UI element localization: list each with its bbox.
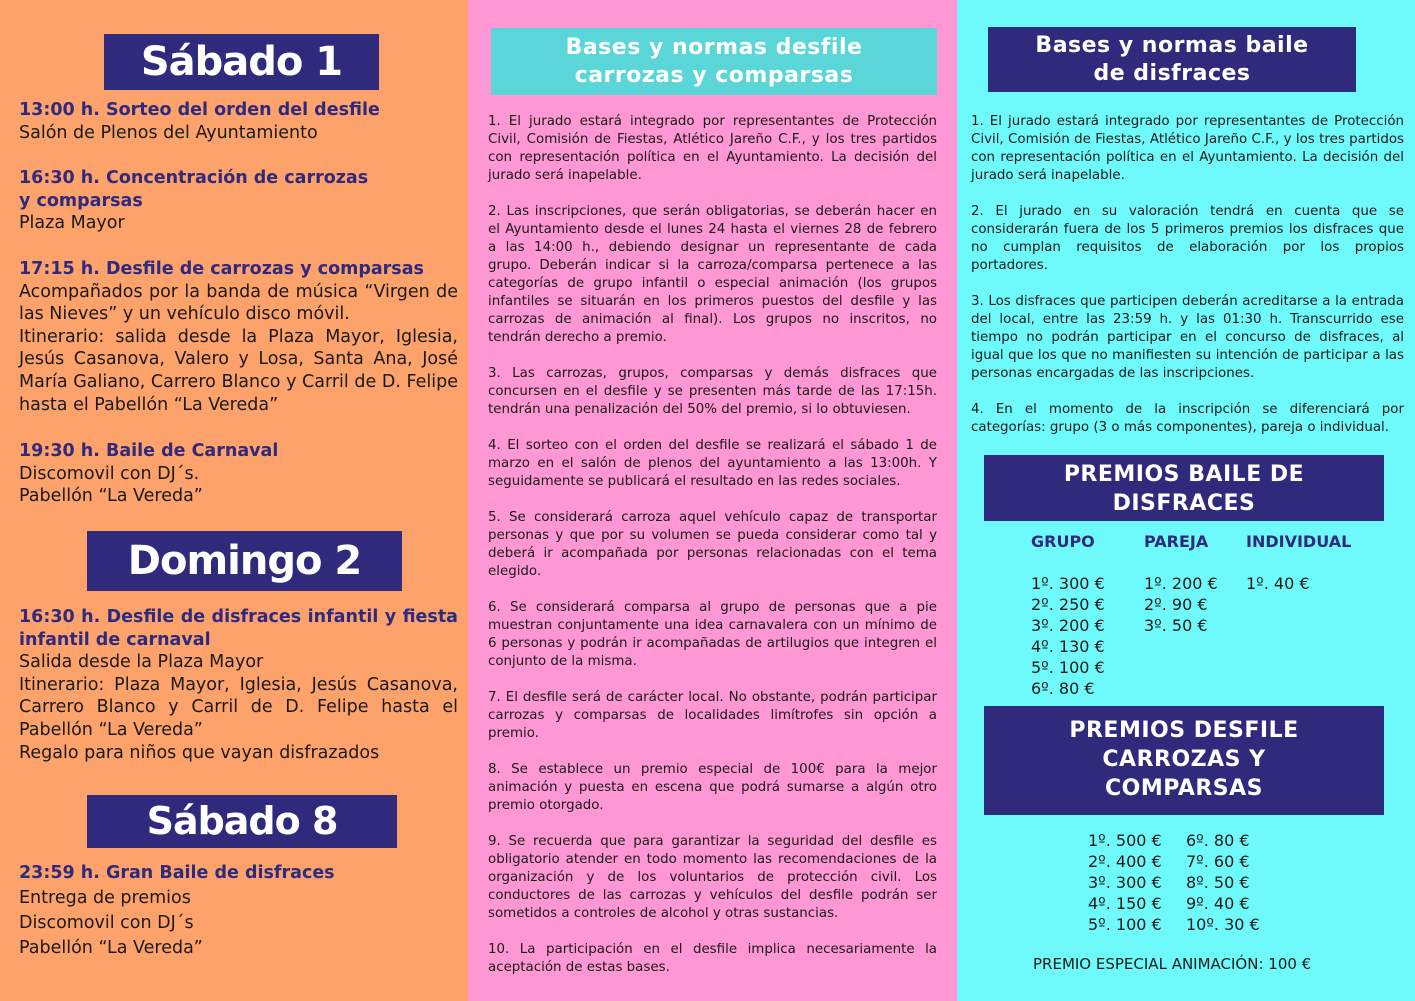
event-itinerary: Itinerario: Plaza Mayor, Iglesia, Jesús Casanova, Carrero Blanco y Carril de D. Felipe hasta el Pabellón “La Vereda” xyxy=(19,674,458,740)
prize-entry: 1º. 200 € xyxy=(1144,574,1218,593)
parade-rules-column xyxy=(468,0,957,1001)
prize-entry: 4º. 150 € xyxy=(1088,894,1162,913)
prize-entry: 6º. 80 € xyxy=(1031,679,1095,698)
program-column xyxy=(0,0,468,1001)
prize-entry: 3º. 200 € xyxy=(1031,616,1105,635)
day-heading-text: Domingo 2 xyxy=(127,538,362,584)
title-line: Bases y normas desfile xyxy=(565,35,863,60)
event-time: 13:00 h. Sorteo del orden del desfile xyxy=(19,100,380,120)
title-line: PREMIOS DESFILE xyxy=(1069,718,1299,743)
prize-entry: 3º. 50 € xyxy=(1144,616,1208,635)
day-heading-sabado-1 xyxy=(104,34,379,90)
costume-rules-title xyxy=(988,27,1356,92)
event-description: Discomovil con DJ´s. xyxy=(19,463,200,484)
title-line: PREMIOS BAILE DE xyxy=(1063,462,1305,487)
event-description: Plaza Mayor xyxy=(19,213,125,234)
event-note: Regalo para niños que vayan disfrazados xyxy=(19,742,380,763)
prize-entry: 10º. 30 € xyxy=(1186,915,1260,934)
costume-prizes-title xyxy=(984,455,1384,521)
event-description: Salida desde la Plaza Mayor xyxy=(19,652,264,673)
parade-prizes-title xyxy=(984,706,1384,815)
title-line: Bases y normas baile xyxy=(1035,33,1309,58)
prize-list-individual xyxy=(1246,573,1310,594)
costume-rules-list xyxy=(971,113,1404,455)
rule-item: 10. La participación en el desfile implica necesariamente la aceptación de estas bases. xyxy=(488,942,937,975)
event-description: Entrega de premios xyxy=(19,888,191,908)
event-time: 16:30 h. Desfile de disfraces infantil y fiesta infantil de carnaval xyxy=(19,607,458,650)
rule-item: 2. El jurado en su valoración tendrá en cuenta que se considerarán fuera de los 5 primeros premios los disfraces que no cumplan requisitos de elaboración por los propios portadores. xyxy=(971,204,1404,273)
prize-entry: 2º. 400 € xyxy=(1088,852,1162,871)
rule-item: 1. El jurado estará integrado por representantes de Protección Civil, Comisión de Fiestas, Atlético Jareño C.F., y los tres partidos con representación política en el Ayuntamiento. La decisión del jurado será inapelable. xyxy=(971,114,1404,183)
title-line: CARROZAS Y xyxy=(1102,747,1266,772)
event-time: 17:15 h. Desfile de carrozas y comparsas xyxy=(19,259,424,279)
prize-entry: 8º. 50 € xyxy=(1186,873,1250,892)
prize-entry: 1º. 300 € xyxy=(1031,574,1105,593)
rule-item: 8. Se establece un premio especial de 100€ para la mejor animación y puesta en escena que podrá sumarse a algún otro premio otorgado. xyxy=(488,762,937,813)
rule-item: 4. El sorteo con el orden del desfile se realizará el sábado 1 de marzo en el salón de plenos del ayuntamiento a las 13:00h. Y seguidamente se publicará el resultado en las redes sociales. xyxy=(488,438,937,489)
event-item xyxy=(19,440,458,508)
event-location: Pabellón “La Vereda” xyxy=(19,938,203,958)
rule-item: 9. Se recuerda que para garantizar la seguridad del desfile es obligatorio atender en todo momento las recomendaciones de la organización y de los voluntarios de protección civil. Los conductores de las carrozas y vehículos del desfile podrán ser sometidos a controles de alcohol y otras sustancias. xyxy=(488,834,937,921)
title-line: carrozas y comparsas xyxy=(574,63,854,88)
event-itinerary: Itinerario: salida desde la Plaza Mayor, Iglesia, Jesús Casanova, Valero y Losa, Santa Ana, José María Galiano, Carrero Blanco y Carril de D. Felipe hasta el Pabellón “La Vereda” xyxy=(19,326,458,415)
rule-item: 1. El jurado estará integrado por representantes de Protección Civil, Comisión de Fiestas, Atlético Jareño C.F., y los tres partidos con representación política en el Ayuntamiento. La decisión del jurado será inapelable. xyxy=(488,114,937,183)
event-item xyxy=(19,167,379,235)
rule-item: 4. En el momento de la inscripción se diferenciará por categorías: grupo (3 o más componentes), pareja o individual. xyxy=(971,402,1404,435)
event-time: 23:59 h. Gran Baile de disfraces xyxy=(19,863,335,883)
parade-prize-list-2 xyxy=(1186,830,1260,935)
prize-entry: 2º. 250 € xyxy=(1031,595,1105,614)
day-heading-text: Sábado 1 xyxy=(140,39,343,85)
parade-prize-list-1 xyxy=(1088,830,1162,935)
rule-item: 6. Se considerará comparsa al grupo de personas que a pie muestran conjuntamente una idea carnavalera con un mínimo de 6 personas y podrán ir acompañadas de artilugios que integren el conjunto de la misma. xyxy=(488,600,937,669)
event-item xyxy=(19,258,458,416)
prize-list-grupo xyxy=(1031,573,1105,699)
special-prize-text: PREMIO ESPECIAL ANIMACIÓN: 100 € xyxy=(1033,955,1312,973)
prize-entry: 1º. 500 € xyxy=(1088,831,1162,850)
rule-item: 7. El desfile será de carácter local. No obstante, podrán participar carrozas y comparsas de localidades limítrofes sin opción a premio. xyxy=(488,690,937,741)
prize-entry: 3º. 300 € xyxy=(1088,873,1162,892)
title-line: DISFRACES xyxy=(1112,491,1256,516)
rule-item: 3. Los disfraces que participen deberán acreditarse a la entrada del local, entre las 23:59 h. y las 01:30 h. Transcurrido ese tiempo no podrán participar en el concurso de disfraces, al igual que los que no manifiesten su intención de participar a las personas encargadas de las inscripciones. xyxy=(971,294,1404,381)
title-line: de disfraces xyxy=(1093,61,1251,86)
prize-entry: 9º. 40 € xyxy=(1186,894,1250,913)
title-line: COMPARSAS xyxy=(1104,776,1264,801)
prize-entry: 4º. 130 € xyxy=(1031,637,1105,656)
costume-rules-column xyxy=(957,0,1415,1001)
rule-item: 2. Las inscripciones, que serán obligatorias, se deberán hacer en el Ayuntamiento desde el lunes 24 hasta el viernes 28 de febrero a las 14:00 h., debiendo designar un representante de cada grupo. Deberán indicar si la carroza/comparsa pertenece a las categorías de grupo infantil o especial animación (los grupos infantiles se situarán en los primeros puestos del desfile y las carrozas de animación al final). Los grupos no inscritos, no tendrán derecho a premio. xyxy=(488,204,937,345)
prize-entry: 6º. 80 € xyxy=(1186,831,1250,850)
rule-item: 5. Se considerará carroza aquel vehículo capaz de transportar personas y que por su volumen se pueda considerar como tal y deberá ir acompañada por personas relacionadas con el tema elegido. xyxy=(488,510,937,579)
parade-rules-title xyxy=(491,28,937,95)
prize-entry: 5º. 100 € xyxy=(1088,915,1162,934)
prize-list-pareja xyxy=(1144,573,1218,636)
day-heading-domingo-2 xyxy=(87,531,402,591)
event-item xyxy=(19,861,458,961)
day-heading-text: Sábado 8 xyxy=(146,799,338,843)
event-item xyxy=(19,99,458,144)
prize-entry: 1º. 40 € xyxy=(1246,574,1310,593)
event-item xyxy=(19,606,458,764)
prize-header-individual: INDIVIDUAL xyxy=(1246,532,1352,551)
prize-entry: 5º. 100 € xyxy=(1031,658,1105,677)
event-location: Pabellón “La Vereda” xyxy=(19,486,203,507)
event-time: 16:30 h. Concentración de carrozas y comparsas xyxy=(19,168,369,211)
event-time: 19:30 h. Baile de Carnaval xyxy=(19,441,279,461)
prize-header-pareja: PAREJA xyxy=(1144,532,1209,551)
parade-rules-list xyxy=(488,113,937,995)
event-detail: Discomovil con DJ´s xyxy=(19,913,194,933)
event-description: Acompañados por la banda de música “Virgen de las Nieves” y un vehículo disco móvil. xyxy=(19,281,458,325)
prize-header-grupo: GRUPO xyxy=(1031,532,1095,551)
rule-item: 3. Las carrozas, grupos, comparsas y demás disfraces que concursen en el desfile y se presenten más tarde de las 17:15h. tendrán una penalización del 50% del premio, si lo obtuviesen. xyxy=(488,366,937,417)
prize-entry: 7º. 60 € xyxy=(1186,852,1250,871)
event-description: Salón de Plenos del Ayuntamiento xyxy=(19,122,318,143)
day-heading-sabado-8 xyxy=(87,795,397,848)
prize-entry: 2º. 90 € xyxy=(1144,595,1208,614)
